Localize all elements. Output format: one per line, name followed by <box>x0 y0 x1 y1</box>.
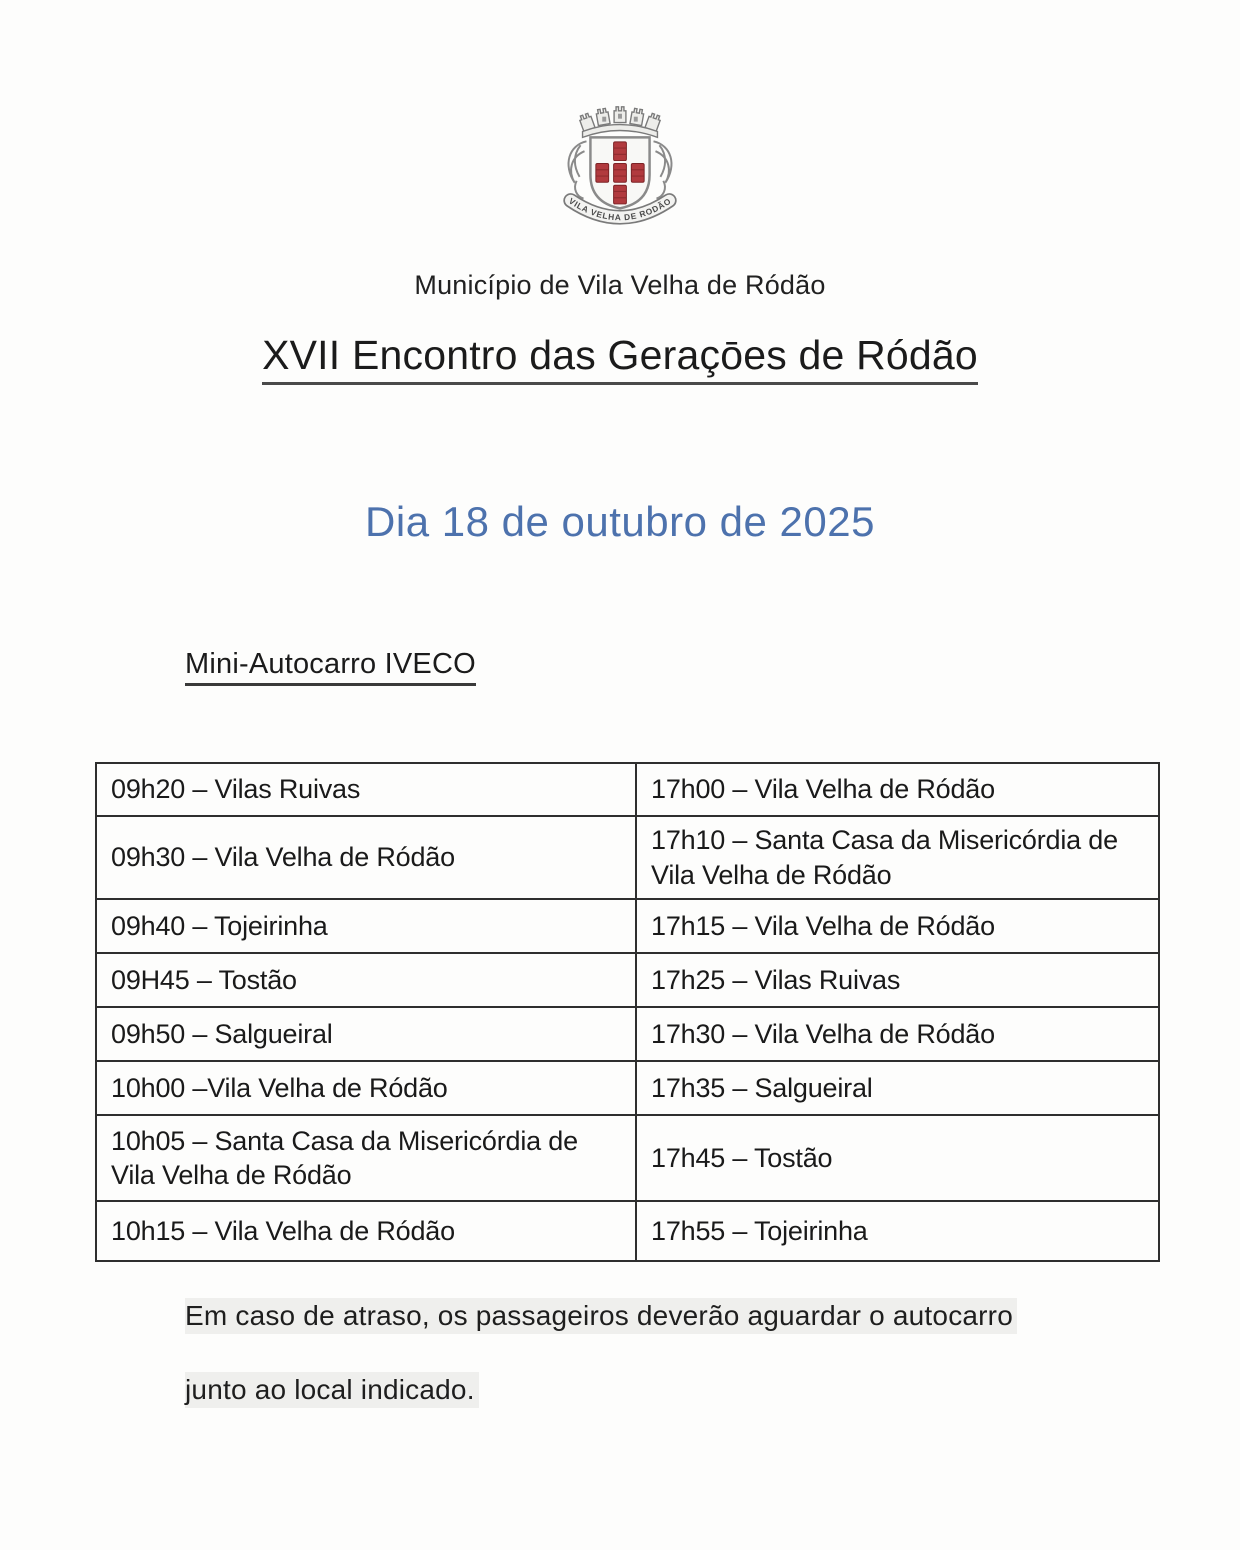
mural-crown-icon <box>578 107 661 138</box>
page-title: XVII Encontro das Geraçōes de Ródão <box>262 332 978 385</box>
table-row <box>96 953 1159 1007</box>
table-row <box>96 763 1159 816</box>
event-date: Dia 18 de outubro de 2025 <box>365 498 875 545</box>
schedule-cell-evening: 17h30 – Vila Velha de Ródão <box>636 1007 1159 1061</box>
schedule-cell-evening: 17h55 – Tojeirinha <box>636 1201 1159 1261</box>
schedule-cell-morning: 09h50 – Salgueiral <box>96 1007 636 1061</box>
schedule-cell-evening: 17h10 – Santa Casa da Misericórdia de Vila Velha de Ródão <box>636 816 1159 899</box>
municipal-coat-of-arms <box>551 90 689 245</box>
schedule-cell-evening: 17h45 – Tostão <box>636 1115 1159 1201</box>
schedule-cell-morning: 10h00 –Vila Velha de Ródão <box>96 1061 636 1115</box>
schedule-cell-morning: 09h30 – Vila Velha de Ródão <box>96 816 636 899</box>
schedule-cell-evening: 17h15 – Vila Velha de Ródão <box>636 899 1159 953</box>
page-title-wrap <box>0 332 1240 385</box>
schedule-cell-evening: 17h25 – Vilas Ruivas <box>636 953 1159 1007</box>
coat-of-arms-icon <box>551 90 689 240</box>
table-row <box>96 1007 1159 1061</box>
table-row <box>96 1201 1159 1261</box>
bus-section-heading: Mini-Autocarro IVECO <box>185 648 476 686</box>
schedule-cell-morning: 10h05 – Santa Casa da Misericórdia de Vila Velha de Ródão <box>96 1115 636 1201</box>
schedule-cell-morning: 09h20 – Vilas Ruivas <box>96 763 636 816</box>
table-row <box>96 1061 1159 1115</box>
schedule-cell-evening: 17h00 – Vila Velha de Ródão <box>636 763 1159 816</box>
municipality-name: Município de Vila Velha de Ródão <box>414 270 826 300</box>
crest-banner-text: VILA VELHA DE RODÃO <box>567 195 673 223</box>
note-text-line-2: junto ao local indicado. <box>185 1374 479 1406</box>
schedule-cell-morning: 10h15 – Vila Velha de Ródão <box>96 1201 636 1261</box>
note-text-line-1: Em caso de atraso, os passageiros deverão aguardar o autocarro <box>185 1300 1017 1332</box>
bus-section-heading-wrap <box>185 648 476 686</box>
table-row <box>96 899 1159 953</box>
schedule-cell-evening: 17h35 – Salgueiral <box>636 1061 1159 1115</box>
schedule-cell-morning: 09h40 – Tojeirinha <box>96 899 636 953</box>
schedule-cell-morning: 09H45 – Tostão <box>96 953 636 1007</box>
table-row <box>96 816 1159 899</box>
table-row <box>96 1115 1159 1201</box>
schedule-table <box>95 762 1160 1262</box>
